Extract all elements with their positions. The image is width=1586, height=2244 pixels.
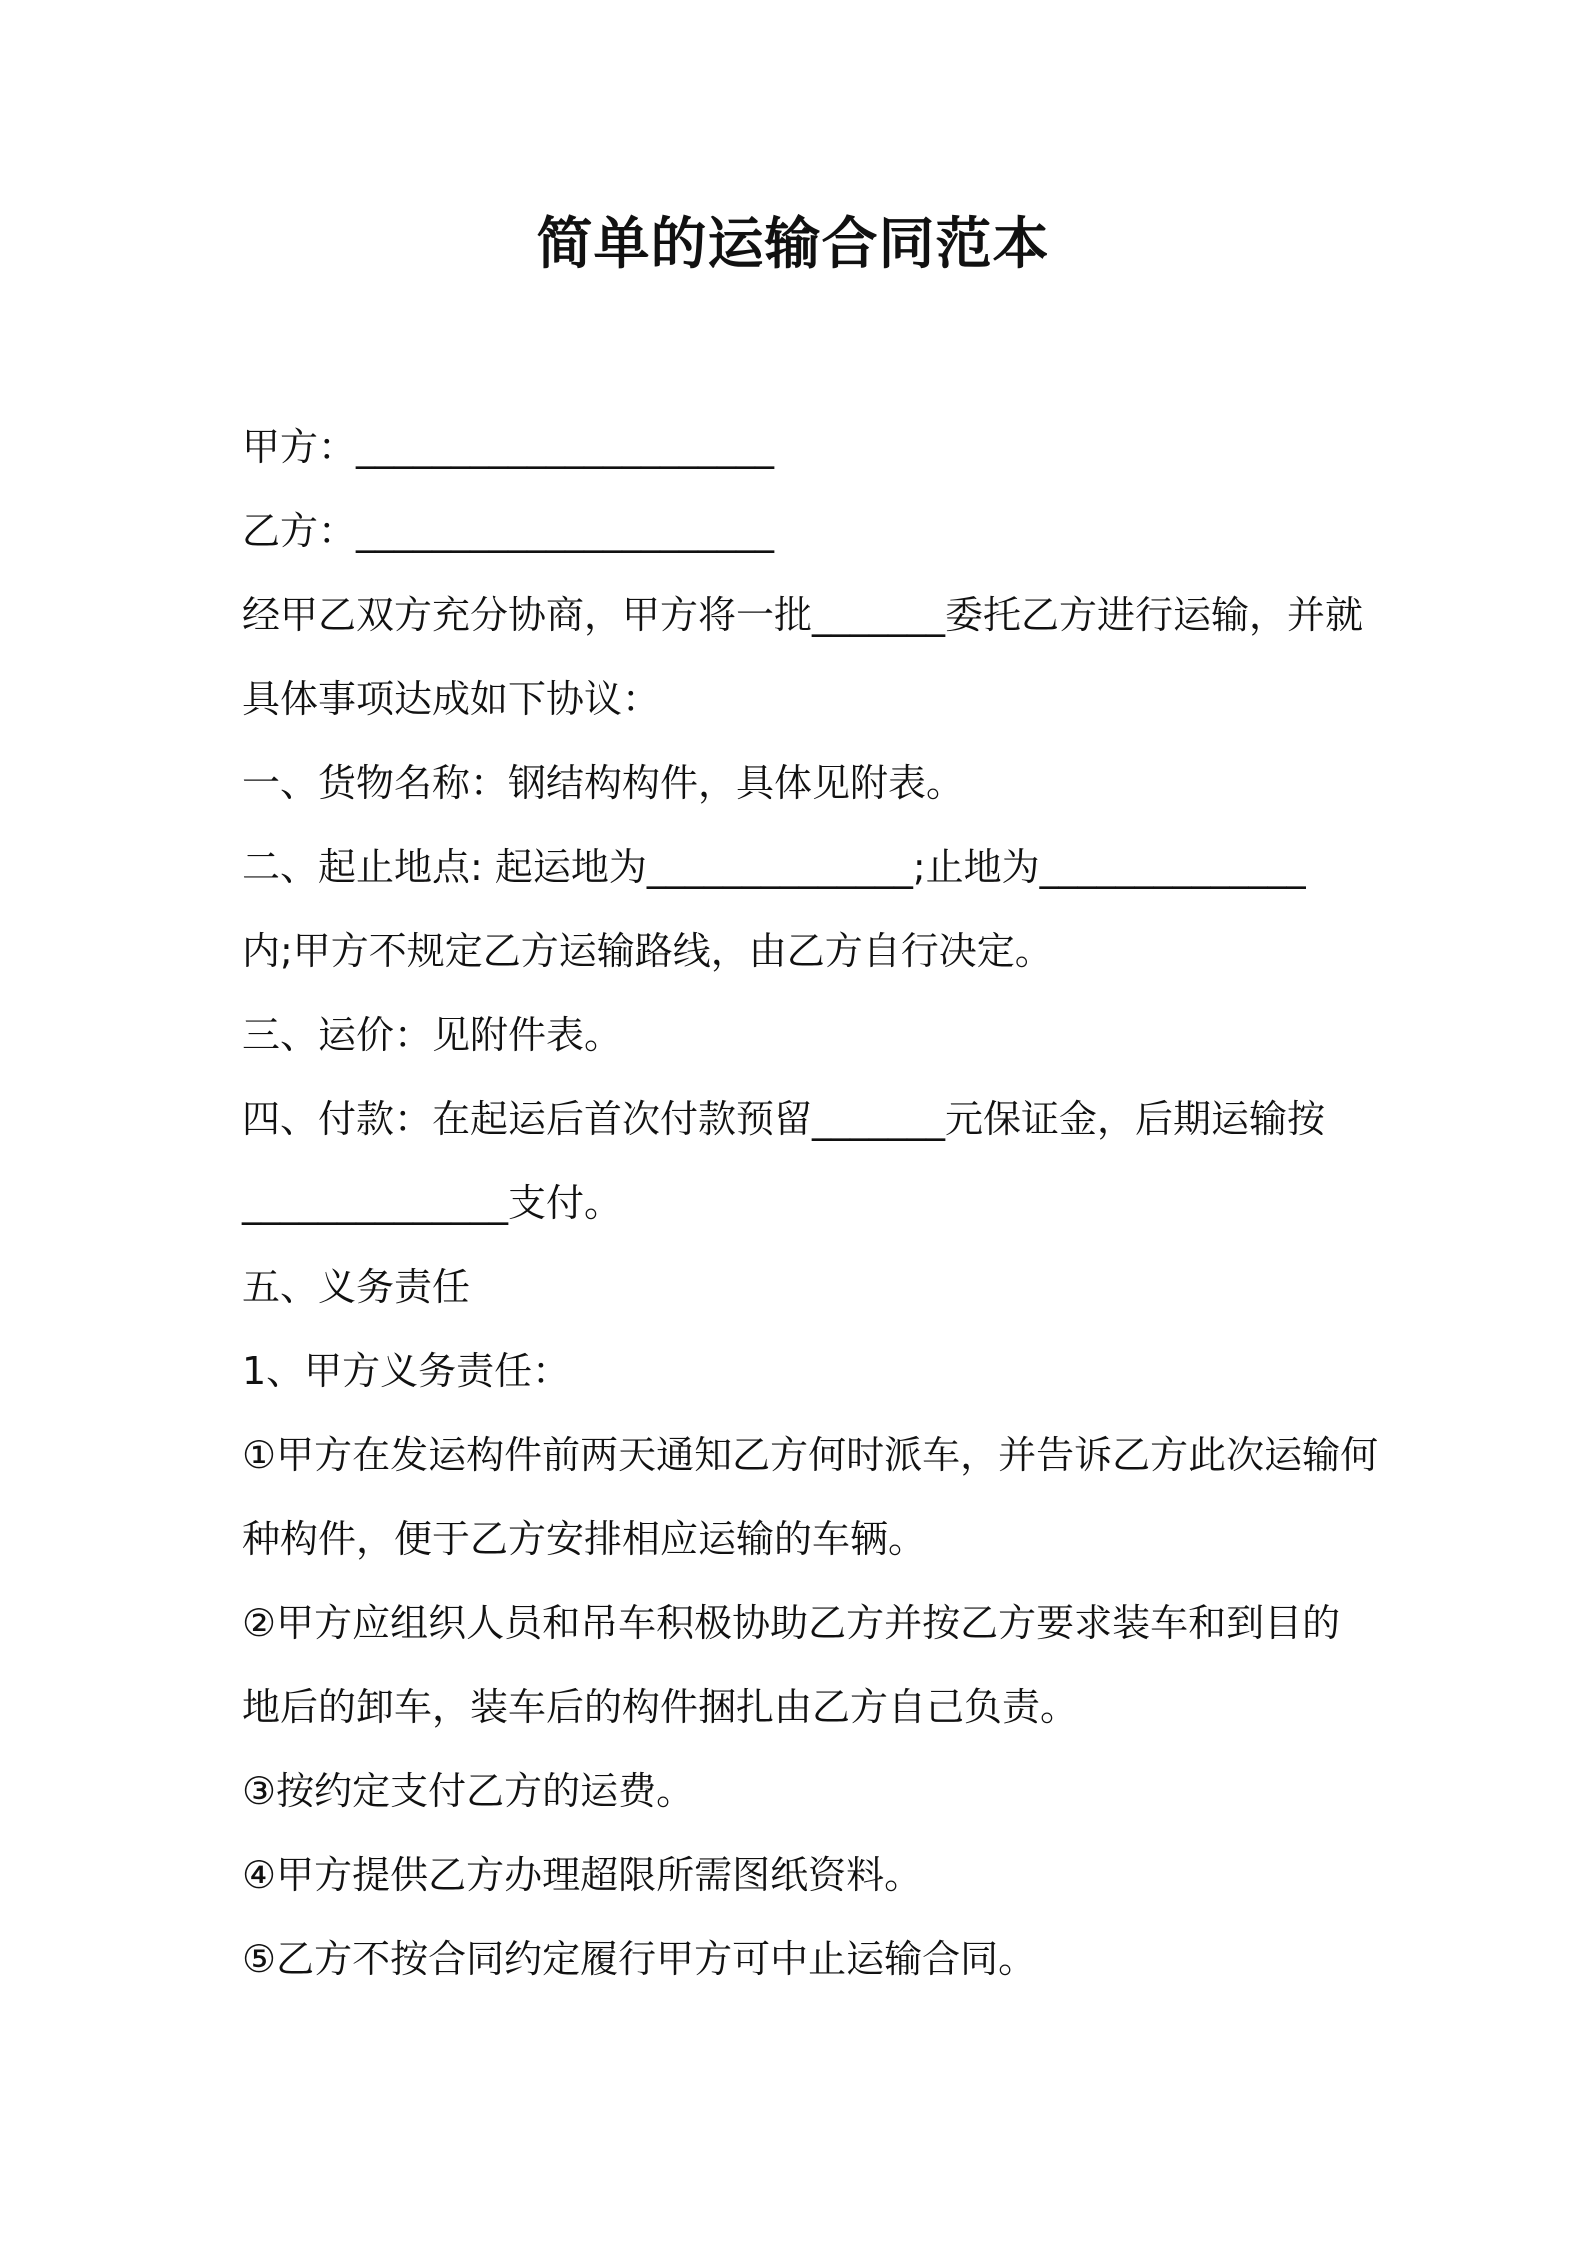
- obligation-1-line-2: 种构件，便于乙方安排相应运输的车辆。: [242, 1517, 927, 1561]
- clause-obligations-heading: 五、义务责任: [242, 1265, 471, 1309]
- party-a-line: 甲方：______________________: [242, 425, 775, 469]
- obligation-5: ⑤乙方不按合同约定履行甲方可中止运输合同。: [242, 1937, 1037, 1981]
- clause-goods-name: 一、货物名称：钢结构构件，具体见附表。: [242, 761, 965, 805]
- obligation-4: ④甲方提供乙方办理超限所需图纸资料。: [242, 1853, 923, 1897]
- clause-freight-price: 三、运价：见附件表。: [242, 1013, 623, 1057]
- clause-locations-line-2: 内;甲方不规定乙方运输路线，由乙方自行决定。: [242, 929, 1053, 973]
- obligation-2-line-1: ②甲方应组织人员和吊车积极协助乙方并按乙方要求装车和到目的: [242, 1601, 1341, 1645]
- preamble-line-1: 经甲乙双方充分协商，甲方将一批_______委托乙方进行运输，并就: [242, 593, 1364, 637]
- obligation-3: ③按约定支付乙方的运费。: [242, 1769, 695, 1813]
- obligation-2-line-2: 地后的卸车，装车后的构件捆扎由乙方自己负责。: [242, 1685, 1079, 1729]
- document-body: [242, 405, 1379, 2001]
- clause-payment-line-2: ______________支付。: [242, 1181, 623, 1225]
- obligation-1-line-1: ①甲方在发运构件前两天通知乙方何时派车，并告诉乙方此次运输何: [242, 1433, 1379, 1477]
- clause-payment-line-1: 四、付款：在起运后首次付款预留_______元保证金，后期运输按: [242, 1097, 1326, 1141]
- clause-locations-line-1: 二、起止地点: 起运地为______________;止地为______________: [242, 845, 1306, 889]
- document-title: 简单的运输合同范本: [536, 212, 1050, 277]
- preamble-line-2: 具体事项达成如下协议：: [242, 677, 661, 721]
- party-a-obligations-heading: 1、甲方义务责任：: [242, 1349, 571, 1393]
- party-b-line: 乙方：______________________: [242, 509, 775, 553]
